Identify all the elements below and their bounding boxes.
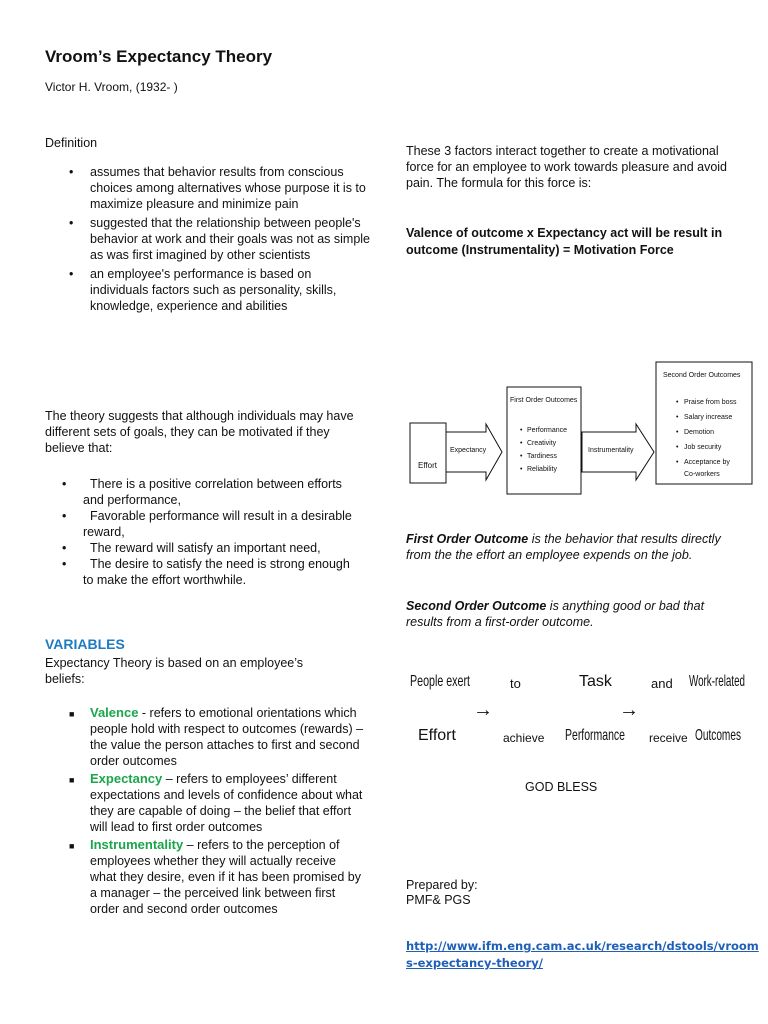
author-line: Victor H. Vroom, (1932- ) [45,80,178,94]
square-bullet-icon: ■ [69,775,75,785]
first-order-bullet-2: • [520,440,523,447]
flow-top-4: and [651,676,673,691]
second-order-item-3: Demotion [684,429,714,436]
list-item: • an employee's performance is based on individuals factors such as personality, skills, knowledge, experience and abilities [69,267,337,313]
list-item: • The desire to satisfy the need is strong enough to make the effort worthwhile. [62,557,350,587]
motivation-flow [406,664,756,754]
second-order-bullet-4: • [676,444,679,451]
theory-intro: The theory suggests that although individuals may have different sets of goals, they can be motivated if they believe that: [45,409,354,455]
closing-text: GOD BLESS [525,780,598,794]
bullet-icon: • [62,509,67,523]
first-order-bullet-3: • [520,453,523,460]
list-item: • The reward will satisfy an important need, [62,541,321,555]
list-item: • assumes that behavior results from conscious choices among alternatives whose purpose it is to maximize pleasure and minimize pain [69,165,366,211]
bullet-icon: • [69,165,74,179]
flow-top-3: Task [579,673,612,690]
page-title: Vroom’s Expectancy Theory [45,47,273,66]
reference-link[interactable]: http://www.ifm.eng.cam.ac.uk/research/dstools/vroom s-expectancy-theory/ [406,939,759,970]
theory-list [62,476,358,588]
second-order-bullet-3: • [676,429,679,436]
list-item: ■ Valence - refers to emotional orientations which people hold with respect to outcomes (rewards) – the value the person attaches to first and second order outcomes [69,705,364,768]
first-order-item-2: Creativity [527,440,557,447]
list-item: ■ Expectancy – refers to employees’ different expectations and levels of confidence about what they are capable of doing – the belief that effort will lead to first order outcomes [69,771,363,834]
variables-heading: VARIABLES [45,636,125,652]
flow-bottom-3: Performance [565,727,626,744]
second-order-item-1: Praise from boss [684,399,737,406]
first-order-item-1: Performance [527,427,568,434]
bullet-icon: • [62,541,67,555]
second-order-title: Second Order Outcomes [663,372,741,379]
flow-top-5: Work-related [689,673,745,690]
prepared-names: PMF& PGS [406,893,471,907]
bullet-icon: • [69,267,74,281]
second-order-bullet-1: • [676,399,679,406]
first-order-title: First Order Outcomes [510,397,578,404]
second-order-item-2: Salary increase [684,414,733,421]
first-order-item-4: Reliability [527,466,557,473]
outcomes-diagram [406,360,756,500]
expectancy-label: Expectancy [450,447,487,454]
effort-label: Effort [418,461,437,470]
first-order-bullet-4: • [520,466,523,473]
bullet-icon: • [69,216,74,230]
definition-heading: Definition [45,136,98,150]
formula-intro: These 3 factors interact together to create a motivational force for an employee to work towards pleasure and avoid pain. The formula for this force is: [406,144,728,190]
formula-text: Valence of outcome x Expectancy act will be result in outcome (Instrumentality) = Motivation Force [406,226,723,257]
variables-intro: Expectancy Theory is based on an employee’s beliefs: [45,656,304,686]
second-order-bullet-2: • [676,414,679,421]
flow-bottom-2: achieve [503,731,545,745]
second-order-definition: Second Order Outcome is anything good or bad that results from a first-order outcome. [406,599,705,629]
list-item: • Favorable performance will result in a desirable reward, [62,509,352,539]
second-order-item-4: Job security [684,444,722,451]
list-item: • suggested that the relationship between people's behavior at work and their goals was not as simple as was first imagined by other scientists [69,216,371,262]
list-item: • There is a positive correlation between efforts and performance, [62,477,342,507]
square-bullet-icon: ■ [69,841,75,851]
second-order-item-6: Co-workers [684,471,720,478]
flow-bottom-1: Effort [418,727,456,744]
instrumentality-label: Instrumentality [588,447,634,454]
first-order-definition: First Order Outcome is the behavior that results directly from the the effort an employee expends on the job. [406,532,721,562]
list-item: ■ Instrumentality – refers to the perception of employees whether they will actually receive what they desire, even if it has been promised by a manager – the perceived link between first order and second order outcomes [69,837,361,916]
flow-top-1: People exert [410,673,471,690]
flow-bottom-4: receive [649,731,688,745]
flow-top-2: to [510,676,521,691]
flow-arrow-1-icon: → [473,699,493,721]
bullet-icon: • [62,477,67,491]
flow-arrow-2-icon: → [619,699,639,721]
flow-bottom-5: Outcomes [695,727,741,744]
second-order-item-5: Acceptance by [684,459,730,466]
second-order-bullet-5: • [676,459,679,466]
effort-box [410,423,446,483]
variables-list [69,705,365,917]
bullet-icon: • [62,557,67,571]
prepared-label: Prepared by: [406,878,478,892]
first-order-item-3: Tardiness [527,453,557,460]
square-bullet-icon: ■ [69,709,75,719]
first-order-bullet-1: • [520,427,523,434]
definition-list [69,164,371,314]
